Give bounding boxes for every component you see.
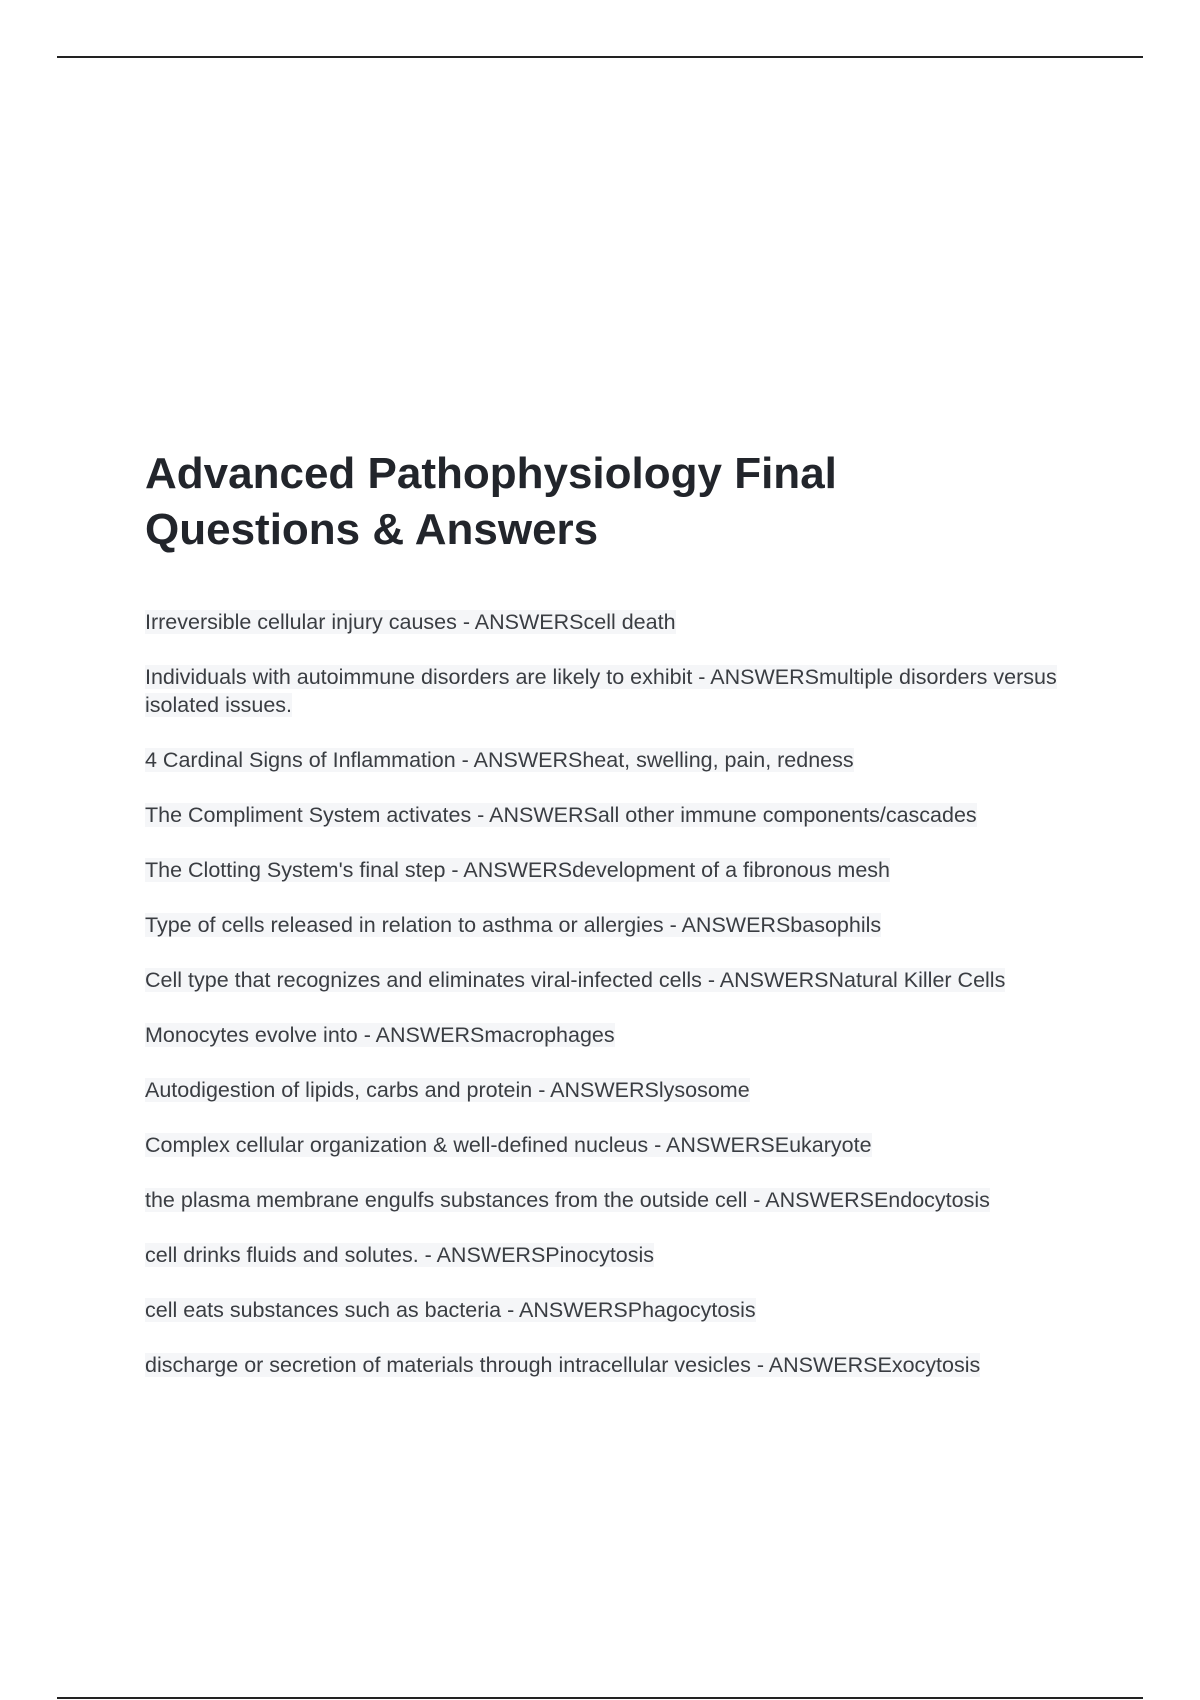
qa-item bbox=[145, 1296, 1095, 1324]
qa-text: discharge or secretion of materials through intracellular vesicles - ANSWERSExocytosis bbox=[145, 1353, 981, 1377]
qa-item bbox=[145, 911, 1095, 939]
qa-text: Irreversible cellular injury causes - ANSWERScell death bbox=[145, 610, 676, 634]
qa-text: cell eats substances such as bacteria - ANSWERSPhagocytosis bbox=[145, 1298, 756, 1322]
qa-item bbox=[145, 1076, 1095, 1104]
qa-item bbox=[145, 1351, 1095, 1379]
qa-item bbox=[145, 801, 1095, 829]
top-divider bbox=[57, 56, 1143, 58]
qa-text: Cell type that recognizes and eliminates viral-infected cells - ANSWERSNatural Killer Cells bbox=[145, 968, 1006, 992]
qa-item bbox=[145, 966, 1095, 994]
title-line-1: Advanced Pathophysiology Final bbox=[145, 449, 837, 498]
title-line-2: Questions & Answers bbox=[145, 505, 599, 554]
qa-text: Individuals with autoimmune disorders are likely to exhibit - ANSWERSmultiple disorders versus isolated issues. bbox=[145, 665, 1057, 717]
bottom-divider bbox=[57, 1697, 1143, 1699]
qa-item bbox=[145, 663, 1095, 719]
qa-item bbox=[145, 1186, 1095, 1214]
qa-item bbox=[145, 1021, 1095, 1049]
qa-item bbox=[145, 1241, 1095, 1269]
qa-text: Monocytes evolve into - ANSWERSmacrophages bbox=[145, 1023, 615, 1047]
qa-text: 4 Cardinal Signs of Inflammation - ANSWERSheat, swelling, pain, redness bbox=[145, 748, 854, 772]
document-title bbox=[145, 446, 1095, 558]
qa-item bbox=[145, 856, 1095, 884]
document-body bbox=[145, 446, 1095, 1377]
qa-text: The Compliment System activates - ANSWERSall other immune components/cascades bbox=[145, 803, 977, 827]
qa-text: Autodigestion of lipids, carbs and protein - ANSWERSlysosome bbox=[145, 1078, 750, 1102]
qa-list bbox=[145, 608, 1095, 1406]
qa-text: Type of cells released in relation to asthma or allergies - ANSWERSbasophils bbox=[145, 913, 882, 937]
qa-text: The Clotting System's final step - ANSWERSdevelopment of a fibronous mesh bbox=[145, 858, 890, 882]
qa-text: the plasma membrane engulfs substances from the outside cell - ANSWERSEndocytosis bbox=[145, 1188, 990, 1212]
qa-item bbox=[145, 746, 1095, 774]
qa-text: Complex cellular organization & well-defined nucleus - ANSWERSEukaryote bbox=[145, 1133, 872, 1157]
qa-item bbox=[145, 1131, 1095, 1159]
qa-item bbox=[145, 608, 1095, 636]
qa-text: cell drinks fluids and solutes. - ANSWERSPinocytosis bbox=[145, 1243, 655, 1267]
